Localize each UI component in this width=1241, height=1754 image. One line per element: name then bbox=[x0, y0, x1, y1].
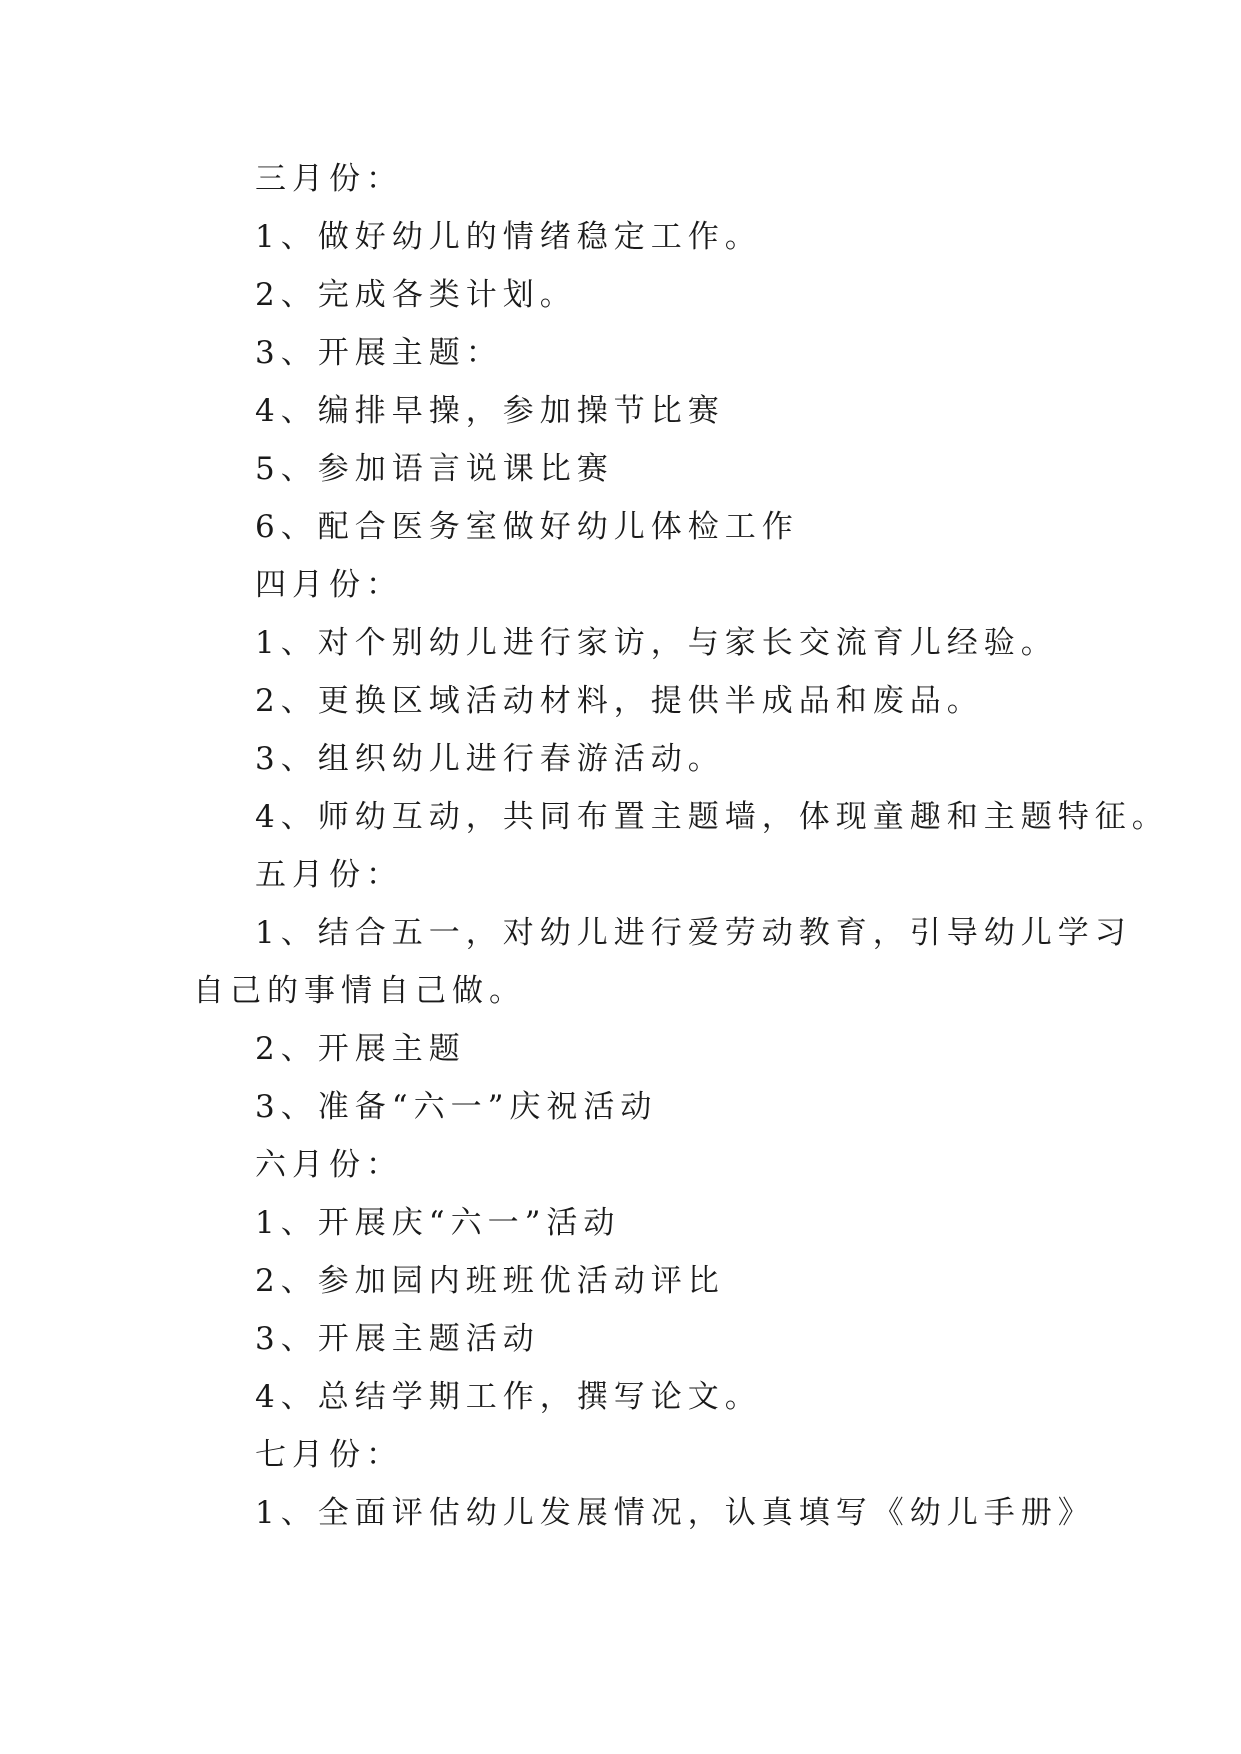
list-item: 3、组织幼儿进行春游活动。 bbox=[255, 741, 725, 777]
list-item: 2、开展主题 bbox=[255, 1031, 466, 1067]
list-item-continuation: 自己的事情自己做。 bbox=[193, 973, 526, 1009]
document-body bbox=[193, 150, 1169, 1542]
list-item: 3、开展主题活动 bbox=[255, 1321, 540, 1357]
list-item: 1、做好幼儿的情绪稳定工作。 bbox=[255, 219, 762, 255]
month-heading-july: 七月份： bbox=[255, 1437, 403, 1473]
month-heading-march: 三月份： bbox=[255, 161, 403, 197]
list-item: 6、配合医务室做好幼儿体检工作 bbox=[255, 509, 799, 545]
list-item: 2、更换区域活动材料，提供半成品和废品。 bbox=[255, 683, 984, 719]
list-item: 5、参加语言说课比赛 bbox=[255, 451, 614, 487]
list-item: 4、师幼互动，共同布置主题墙，体现童趣和主题特征。 bbox=[255, 799, 1169, 835]
list-item: 3、准备“六一”庆祝活动 bbox=[255, 1089, 658, 1125]
month-heading-may: 五月份： bbox=[255, 857, 403, 893]
month-heading-april: 四月份： bbox=[255, 567, 403, 603]
list-item: 1、开展庆“六一”活动 bbox=[255, 1205, 621, 1241]
list-item: 1、对个别幼儿进行家访，与家长交流育儿经验。 bbox=[255, 625, 1058, 661]
list-item: 2、参加园内班班优活动评比 bbox=[255, 1263, 725, 1299]
list-item: 2、完成各类计划。 bbox=[255, 277, 577, 313]
list-item: 1、全面评估幼儿发展情况，认真填写《幼儿手册》 bbox=[255, 1495, 1095, 1531]
list-item: 3、开展主题： bbox=[255, 335, 503, 371]
list-item: 1、结合五一，对幼儿进行爱劳动教育，引导幼儿学习 bbox=[255, 915, 1132, 951]
list-item: 4、编排早操，参加操节比赛 bbox=[255, 393, 725, 429]
month-heading-june: 六月份： bbox=[255, 1147, 403, 1183]
list-item: 4、总结学期工作，撰写论文。 bbox=[255, 1379, 762, 1415]
